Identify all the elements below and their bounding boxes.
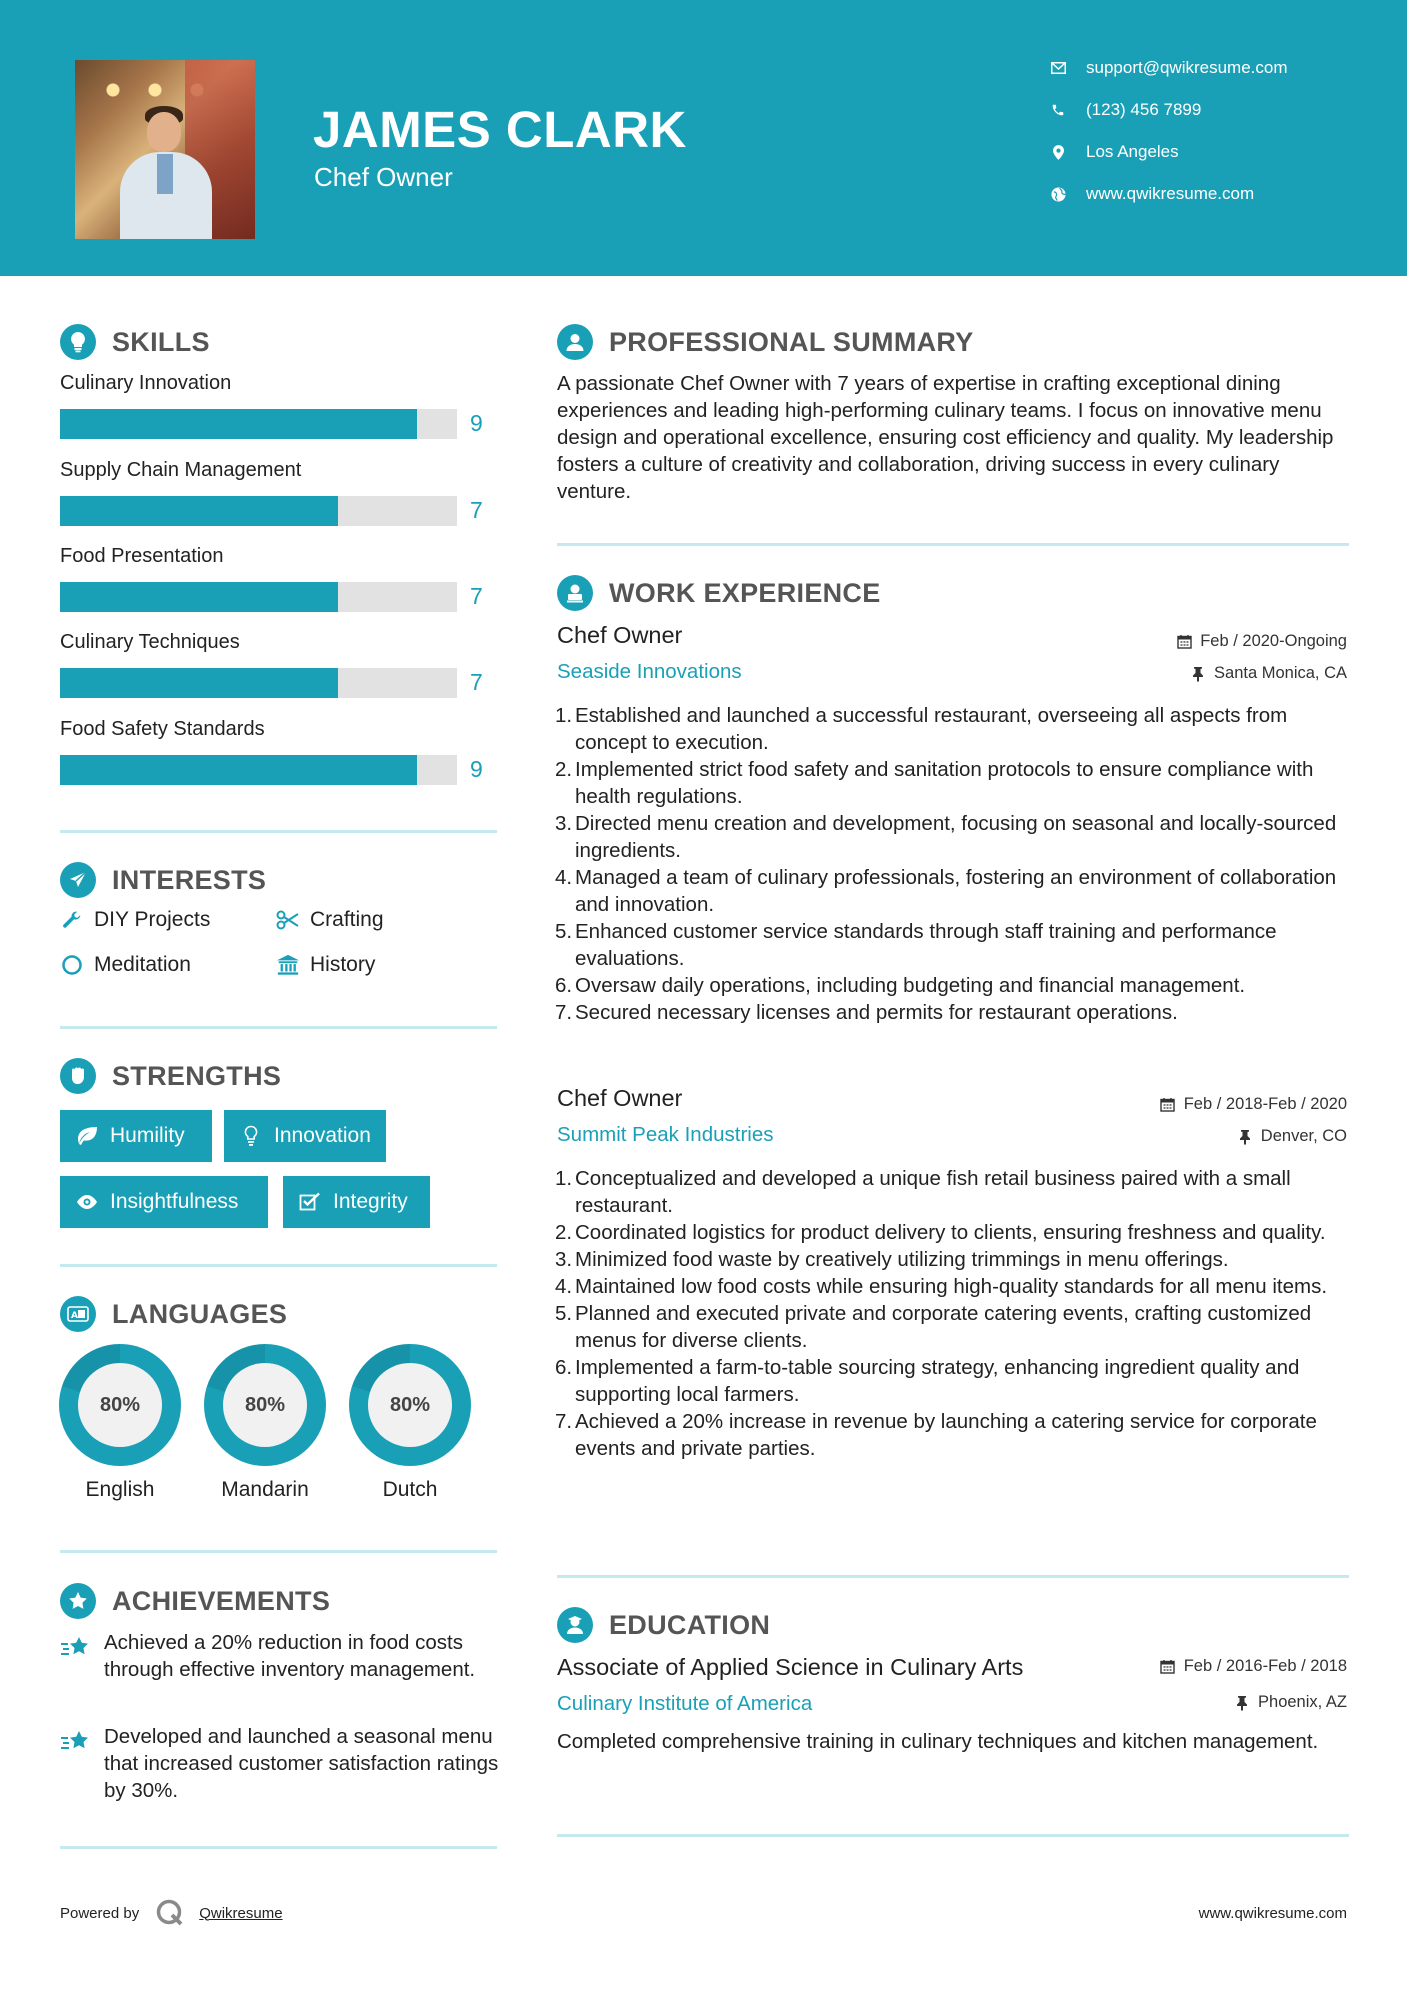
skill-bar-fill (60, 582, 338, 612)
section-divider (60, 830, 497, 833)
duty-text: Enhanced customer service standards through staff training and performance evaluations. (575, 920, 1277, 970)
candidate-title: Chef Owner (314, 162, 453, 192)
section-divider (60, 1550, 497, 1553)
shooting-star-icon (60, 1629, 92, 1683)
pushpin-icon (1234, 1695, 1250, 1711)
interests-heading (60, 862, 266, 898)
strengths-heading (60, 1058, 281, 1094)
job-dates (1176, 632, 1347, 651)
education-dates (1160, 1657, 1347, 1676)
summary-title: PROFESSIONAL SUMMARY (609, 326, 974, 357)
duty-text: Planned and executed private and corporate catering events, crafting customized menus for diverse clients. (575, 1302, 1312, 1352)
section-divider (60, 1846, 497, 1849)
duty-item: 5. Enhanced customer service standards through staff training and performance evaluations. (555, 920, 1277, 970)
interest-item (60, 953, 191, 977)
chef-icon (557, 575, 593, 611)
interest-label: Meditation (94, 953, 191, 976)
interest-item (276, 953, 375, 977)
job-dates-text: Feb / 2020-Ongoing (1200, 632, 1347, 650)
skill-value: 7 (470, 669, 483, 695)
duty-item: 2. Coordinated logistics for product delivery to clients, ensuring freshness and quality. (555, 1221, 1326, 1244)
qwikresume-logo-icon (155, 1898, 185, 1928)
job-location (1190, 664, 1347, 683)
skill-label: Food Safety Standards (60, 718, 265, 740)
duty-item: 4. Managed a team of culinary professionals, fostering an environment of collaboration and innovation. (555, 866, 1337, 916)
interest-item (276, 908, 384, 932)
duty-text: Conceptualized and developed a unique fish retail business paired with a small restaurant. (575, 1167, 1291, 1217)
contact-website[interactable] (1050, 184, 1254, 204)
job-location-text: Denver, CO (1260, 1127, 1347, 1145)
contact-location-text: Los Angeles (1086, 142, 1179, 161)
job-company: Summit Peak Industries (557, 1123, 774, 1146)
skill-value: 7 (470, 497, 483, 523)
leaf-icon (74, 1125, 100, 1147)
circle-icon (60, 953, 84, 977)
job-title: Chef Owner (557, 622, 683, 648)
skills-title: SKILLS (112, 326, 210, 357)
strength-label: Innovation (274, 1124, 371, 1147)
duty-item: 2. Implemented strict food safety and sanitation protocols to ensure compliance with health regulations. (555, 758, 1314, 808)
contact-email-text: support@qwikresume.com (1086, 58, 1288, 77)
education-dates-text: Feb / 2016-Feb / 2018 (1183, 1657, 1347, 1675)
skill-bar-fill (60, 409, 417, 439)
degree-title: Associate of Applied Science in Culinary Arts (557, 1654, 1024, 1680)
lightbulb-icon (60, 324, 96, 360)
pushpin-icon (1190, 666, 1206, 682)
skill-bar-fill (60, 755, 417, 785)
candidate-name: JAMES CLARK (313, 101, 687, 158)
achievements-heading (60, 1583, 330, 1619)
globe-icon (1050, 186, 1066, 202)
phone-icon (1050, 102, 1066, 118)
duty-item: 1. Established and launched a successful restaurant, overseeing all aspects from concept to execution. (555, 704, 1288, 754)
powered-by-text: Powered by (60, 1904, 140, 1922)
skill-bar (60, 409, 457, 439)
section-divider (557, 543, 1349, 546)
language-item (348, 1344, 472, 1502)
duty-item: 7. Secured necessary licenses and permits for restaurant operations. (555, 1001, 1178, 1024)
star-badge-icon (60, 1583, 96, 1619)
fist-icon (60, 1058, 96, 1094)
experience-title: WORK EXPERIENCE (609, 577, 881, 608)
school-name: Culinary Institute of America (557, 1692, 813, 1715)
skill-value: 9 (470, 410, 483, 436)
interest-label: DIY Projects (94, 908, 211, 931)
user-icon (557, 324, 593, 360)
checkbox-icon (297, 1191, 323, 1213)
resume-header (0, 0, 1407, 276)
languages-title: LANGUAGES (112, 1298, 288, 1329)
language-percent: 80% (368, 1363, 452, 1447)
paper-plane-icon (60, 862, 96, 898)
achievement-item (60, 1629, 500, 1683)
duty-text: Managed a team of culinary professionals, fostering an environment of collaboration and innovation. (575, 866, 1337, 916)
graduate-icon (557, 1607, 593, 1643)
strength-tag (60, 1176, 268, 1228)
job-duties (555, 1165, 1355, 1462)
duty-text: Secured necessary licenses and permits for restaurant operations. (575, 1001, 1178, 1024)
education-description: Completed comprehensive training in culinary techniques and kitchen management. (557, 1730, 1319, 1753)
language-percent: 80% (223, 1363, 307, 1447)
duty-text: Achieved a 20% increase in revenue by launching a catering service for corporate events and private parties. (575, 1410, 1317, 1460)
profile-photo (75, 60, 255, 239)
skill-bar (60, 582, 457, 612)
skill-label: Food Presentation (60, 545, 224, 567)
section-divider (60, 1026, 497, 1029)
strengths-title: STRENGTHS (112, 1060, 282, 1091)
job-duties (555, 702, 1355, 1026)
pushpin-icon (1237, 1129, 1253, 1145)
contact-website-text: www.qwikresume.com (1086, 184, 1255, 203)
job-location (1237, 1127, 1347, 1146)
language-name: Dutch (382, 1478, 438, 1501)
map-pin-icon (1050, 144, 1066, 160)
lightbulb-icon (238, 1125, 264, 1147)
job-company: Seaside Innovations (557, 660, 742, 683)
experience-heading (557, 575, 881, 611)
duty-item: 3. Directed menu creation and development, focusing on seasonal and locally-sourced ingredients. (555, 812, 1337, 862)
duty-text: Coordinated logistics for product delivery to clients, ensuring freshness and quality. (575, 1221, 1326, 1244)
shooting-star-icon (60, 1723, 92, 1804)
calendar-icon (1160, 1097, 1176, 1113)
strength-tag (283, 1176, 430, 1228)
duty-item: 6. Implemented a farm-to-table sourcing strategy, enhancing ingredient quality and supporting local farmers. (555, 1356, 1300, 1406)
summary-text: A passionate Chef Owner with 7 years of expertise in crafting exceptional dining experiences and leading high-performing culinary teams. I focus on innovative menu design and operational excellence, ensuring cost efficiency and quality. My leadership fosters a culture of creativity and collaboration, driving success in every culinary venture. (557, 372, 1334, 503)
eye-icon (74, 1191, 100, 1213)
job-dates-text: Feb / 2018-Feb / 2020 (1183, 1095, 1347, 1113)
language-item (203, 1344, 327, 1502)
job-dates (1160, 1095, 1347, 1114)
summary-heading (557, 324, 974, 360)
education-title: EDUCATION (609, 1609, 771, 1640)
education-location-text: Phoenix, AZ (1258, 1693, 1347, 1711)
language-ring (59, 1344, 181, 1466)
section-divider (60, 1264, 497, 1267)
duty-item: 3. Minimized food waste by creatively utilizing trimmings in menu offerings. (555, 1248, 1229, 1271)
strength-tag (60, 1110, 212, 1162)
education-heading (557, 1607, 770, 1643)
skill-label: Supply Chain Management (60, 459, 302, 481)
contact-location (1050, 142, 1179, 162)
strength-label: Insightfulness (110, 1190, 239, 1213)
duty-item: 1. Conceptualized and developed a unique fish retail business paired with a small restaurant. (555, 1167, 1291, 1217)
calendar-icon (1176, 634, 1192, 650)
interests-title: INTERESTS (112, 864, 267, 895)
skills-heading (60, 324, 210, 360)
contact-email[interactable] (1050, 58, 1288, 78)
skill-value: 9 (470, 756, 483, 782)
duty-item: 6. Oversaw daily operations, including budgeting and financial management. (555, 974, 1246, 997)
skill-bar-fill (60, 496, 338, 526)
duty-item: 5. Planned and executed private and corporate catering events, crafting customized menus for diverse clients. (555, 1302, 1312, 1352)
language-percent: 80% (78, 1363, 162, 1447)
wrench-icon (60, 908, 84, 932)
language-icon (60, 1296, 96, 1332)
envelope-icon (1050, 60, 1066, 76)
achievement-item (60, 1723, 500, 1804)
brand-link[interactable]: Qwikresume (199, 1904, 283, 1922)
duty-text: Minimized food waste by creatively utilizing trimmings in menu offerings. (575, 1248, 1229, 1271)
duty-item: 7. Achieved a 20% increase in revenue by launching a catering service for corporate events and private parties. (555, 1410, 1317, 1460)
interest-label: Crafting (310, 908, 384, 931)
skill-label: Culinary Innovation (60, 372, 232, 394)
skill-bar (60, 496, 457, 526)
duty-text: Directed menu creation and development, focusing on seasonal and locally-sourced ingredients. (575, 812, 1337, 862)
achievement-text: Achieved a 20% reduction in food costs through effective inventory management. (104, 1631, 476, 1681)
footer-powered-by (60, 1898, 283, 1928)
duty-text: Implemented a farm-to-table sourcing strategy, enhancing ingredient quality and supporting local farmers. (575, 1356, 1300, 1406)
skill-value: 7 (470, 583, 483, 609)
skill-bar (60, 755, 457, 785)
duty-text: Implemented strict food safety and sanitation protocols to ensure compliance with health regulations. (575, 758, 1314, 808)
skill-label: Culinary Techniques (60, 631, 240, 653)
footer-website[interactable]: www.qwikresume.com (1198, 1905, 1347, 1922)
skill-bar (60, 668, 457, 698)
language-ring (204, 1344, 326, 1466)
language-name: Mandarin (221, 1478, 309, 1501)
contact-phone[interactable] (1050, 100, 1201, 120)
language-name: English (85, 1478, 155, 1501)
education-location (1234, 1693, 1347, 1712)
duty-text: Oversaw daily operations, including budgeting and financial management. (575, 974, 1246, 997)
scissors-icon (276, 908, 300, 932)
strength-tag (224, 1110, 386, 1162)
duty-item: 4. Maintained low food costs while ensuring high-quality standards for all menu items. (555, 1275, 1328, 1298)
museum-icon (276, 953, 300, 977)
job-location-text: Santa Monica, CA (1214, 664, 1347, 682)
duty-text: Established and launched a successful restaurant, overseeing all aspects from concept to execution. (575, 704, 1288, 754)
language-ring (349, 1344, 471, 1466)
job-title: Chef Owner (557, 1085, 683, 1111)
duty-text: Maintained low food costs while ensuring high-quality standards for all menu items. (575, 1275, 1328, 1298)
svg-text:A: A (71, 1311, 78, 1321)
strength-label: Integrity (333, 1190, 408, 1213)
interest-label: History (310, 953, 376, 976)
section-divider (557, 1575, 1349, 1578)
calendar-icon (1160, 1659, 1176, 1675)
interest-item (60, 908, 210, 932)
languages-heading (60, 1296, 287, 1332)
strength-label: Humility (110, 1124, 185, 1147)
language-item (58, 1344, 182, 1502)
section-divider (557, 1834, 1349, 1837)
achievement-text: Developed and launched a seasonal menu that increased customer satisfaction ratings by 30%. (104, 1725, 499, 1802)
contact-phone-text: (123) 456 7899 (1086, 100, 1202, 119)
achievements-title: ACHIEVEMENTS (112, 1585, 331, 1616)
skill-bar-fill (60, 668, 338, 698)
